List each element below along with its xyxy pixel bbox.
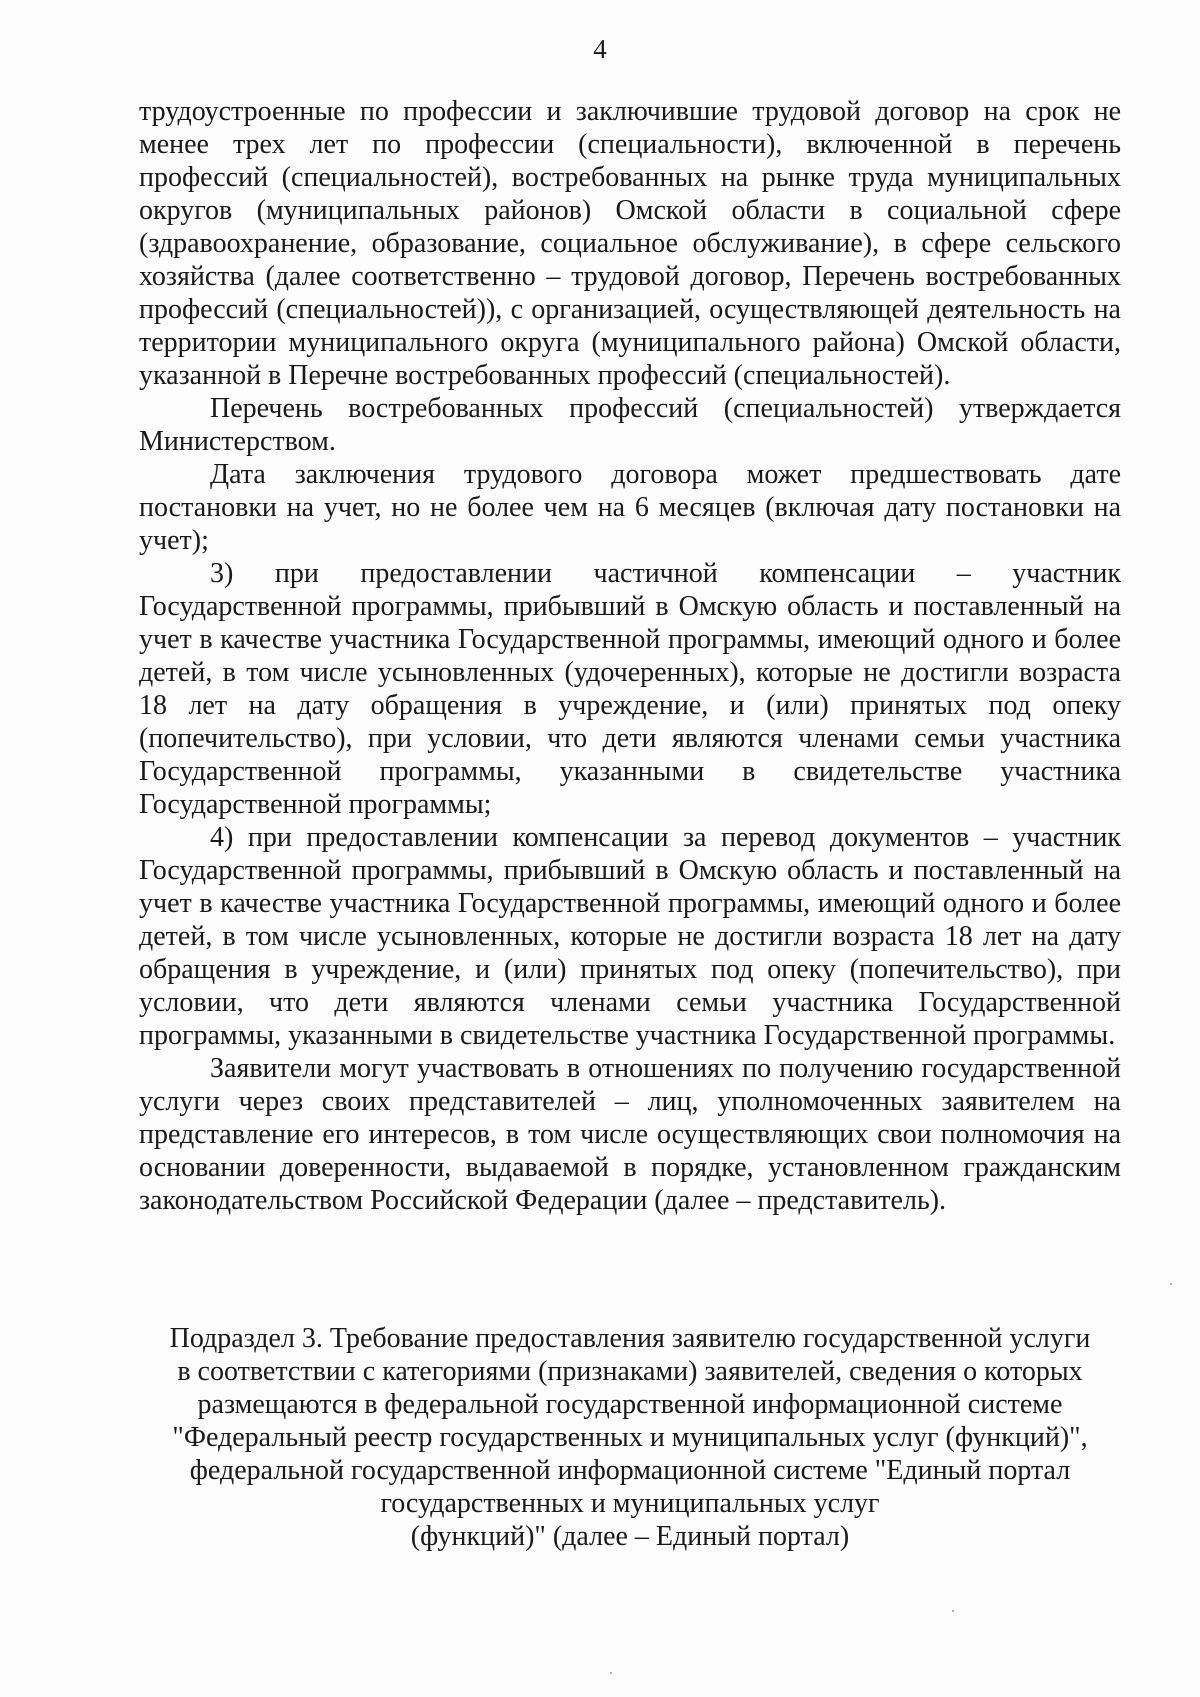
- scan-speck: [952, 1610, 954, 1612]
- scan-speck: [610, 1672, 612, 1674]
- subsection-heading: [139, 1322, 1121, 1553]
- scan-speck: [1170, 1283, 1172, 1285]
- subsection-heading-line: Подраздел 3. Требование предоставления заявителю государственной услуги: [169, 1323, 1091, 1354]
- subsection-heading-line: федеральной государственной информационной системе "Единый портал: [189, 1455, 1071, 1486]
- paragraph-item-4: 4) при предоставлении компенсации за перевод документов – участник Государственной программы, прибывший в Омскую область и поставленный на учет в качестве участника Государственной программы, имеющий одного и более детей, в том числе усыновленных, которые не достигли возраста 18 лет на дату обращения в учреждение, и (или) принятых под опеку (попечительство), при условии, что дети являются членами семьи участника Государственной программы, указанными в свидетельстве участника Государственной программы.: [139, 822, 1121, 1051]
- paragraph-list-approval: Перечень востребованных профессий (специальностей) утверждается Министерством.: [139, 393, 1121, 457]
- paragraph-continuation: трудоустроенные по профессии и заключившие трудовой договор на срок не менее трех лет по профессии (специальности), включенной в перечень профессий (специальностей), востребованных на рынке труда муниципальных округов (муниципальных районов) Омской области в социальной сфере (здравоохранение, образование, социальное обслуживание), в сфере сельского хозяйства (далее соответственно – трудовой договор, Перечень востребованных профессий (специальностей)), с организацией, осуществляющей деятельность на территории муниципального округа (муниципального района) Омской области, указанной в Перечне востребованных профессий (специальностей).: [139, 96, 1121, 391]
- page-number: 4: [593, 34, 607, 64]
- paragraph-item-3: 3) при предоставлении частичной компенсации – участник Государственной программы, прибывший в Омскую область и поставленный на учет в качестве участника Государственной программы, имеющий одного и более детей, в том числе усыновленных (удочеренных), которые не достигли возраста 18 лет на дату обращения в учреждение, и (или) принятых под опеку (попечительство), при условии, что дети являются членами семьи участника Государственной программы, указанными в свидетельстве участника Государственной программы;: [139, 558, 1121, 820]
- subsection-heading-line: в соответствии с категориями (признаками) заявителей, сведения о которых: [177, 1356, 1083, 1387]
- subsection-heading-line: "Федеральный реестр государственных и муниципальных услуг (функций)",: [172, 1422, 1088, 1453]
- document-body: [139, 95, 1121, 1217]
- subsection-heading-line: государственных и муниципальных услуг: [380, 1488, 880, 1519]
- paragraph-contract-date: Дата заключения трудового договора может предшествовать дате постановки на учет, но не более чем на 6 месяцев (включая дату постановки на учет);: [139, 459, 1121, 556]
- subsection-heading-line: (функций)" (далее – Единый портал): [410, 1521, 850, 1552]
- paragraph-representatives: Заявители могут участвовать в отношениях по получению государственной услуги через своих представителей – лиц, уполномоченных заявителем на представление его интересов, в том числе осуществляющих свои полномочия на основании доверенности, выдаваемой в порядке, установленном гражданским законодательством Российской Федерации (далее – представитель).: [139, 1053, 1121, 1216]
- subsection-heading-line: размещаются в федеральной государственной информационной системе: [197, 1389, 1063, 1420]
